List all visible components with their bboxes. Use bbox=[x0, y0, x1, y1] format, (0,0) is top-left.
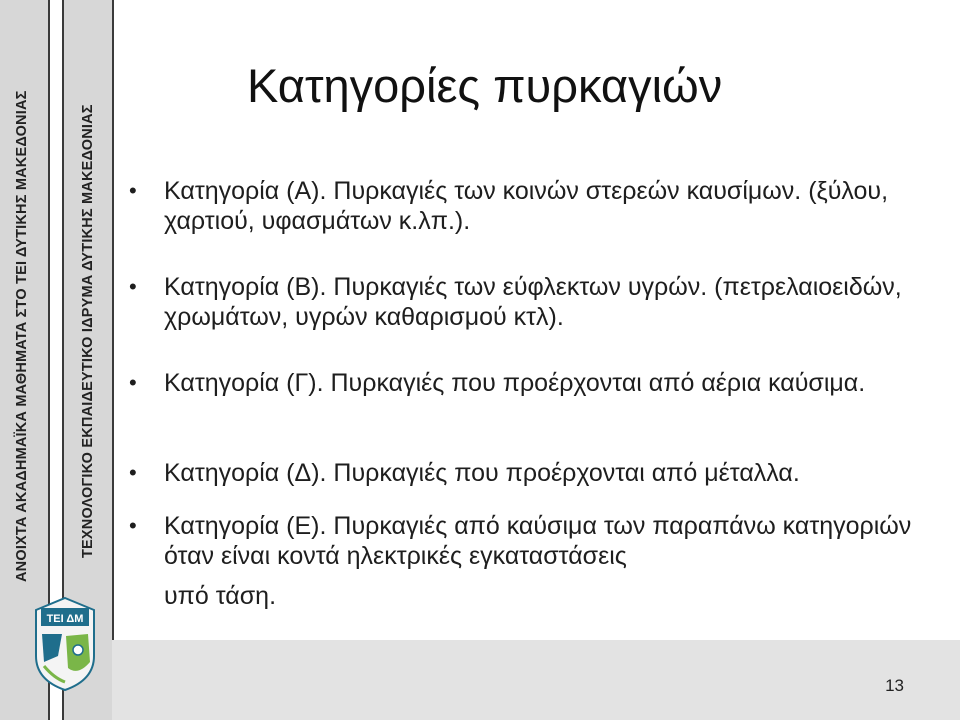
category-label: Κατηγορία (Δ). bbox=[164, 459, 327, 487]
category-description: Πυρκαγιές που προέρχονται από μέταλλα. bbox=[326, 459, 800, 487]
sidebar-outer-text: ΑΝΟΙΧΤΑ ΑΚΑΔΗΜΑΪΚΑ ΜΑΘΗΜΑΤΑ ΣΤΟ ΤΕΙ ΔΥΤΙΚΗΣ ΜΑΚΕΔΟΝΙΑΣ bbox=[14, 90, 30, 582]
list-item bbox=[128, 511, 938, 611]
list-item bbox=[128, 272, 938, 332]
category-description: Πυρκαγιές που προέρχονται από αέρια καύσιμα. bbox=[323, 369, 866, 397]
list-item bbox=[128, 458, 938, 488]
category-description: Πυρκαγιές των κοινών στερεών καυσίμων. (ξύλου, χαρτιού, υφασμάτων κ.λπ.). bbox=[164, 177, 889, 235]
category-description: Πυρκαγιές από καύσιμα των παραπάνω κατηγοριών όταν είναι κοντά ηλεκτρικές εγκαταστάσεις bbox=[164, 512, 912, 570]
category-label: Κατηγορία (Α). bbox=[164, 177, 327, 205]
logo-text: ΤΕΙ ΔΜ bbox=[46, 613, 84, 625]
category-label: Κατηγορία (Ε). bbox=[164, 512, 327, 540]
category-label: Κατηγορία (Γ). bbox=[164, 369, 324, 397]
institution-logo-icon bbox=[32, 596, 98, 692]
page-title: Κατηγορίες πυρκαγιών bbox=[247, 59, 723, 112]
category-description-tail: υπό τάση. bbox=[164, 582, 277, 610]
category-label: Κατηγορία (Β). bbox=[164, 273, 327, 301]
sidebar-divider bbox=[112, 0, 114, 720]
sidebar-inner-text: ΤΕΧΝΟΛΟΓΙΚΟ ΕΚΠΑΙΔΕΥΤΙΚΟ ΙΔΡΥΜΑ ΔΥΤΙΚΗΣ ΜΑΚΕΔΟΝΙΑΣ bbox=[80, 104, 96, 558]
list-item bbox=[128, 176, 938, 236]
list-item bbox=[128, 368, 938, 398]
category-description: Πυρκαγιές των εύφλεκτων υγρών. (πετρελαιοειδών, χρωμάτων, υγρών καθαρισμού κτλ). bbox=[164, 273, 902, 331]
page-number: 13 bbox=[885, 676, 904, 695]
footer-bar bbox=[112, 640, 960, 720]
